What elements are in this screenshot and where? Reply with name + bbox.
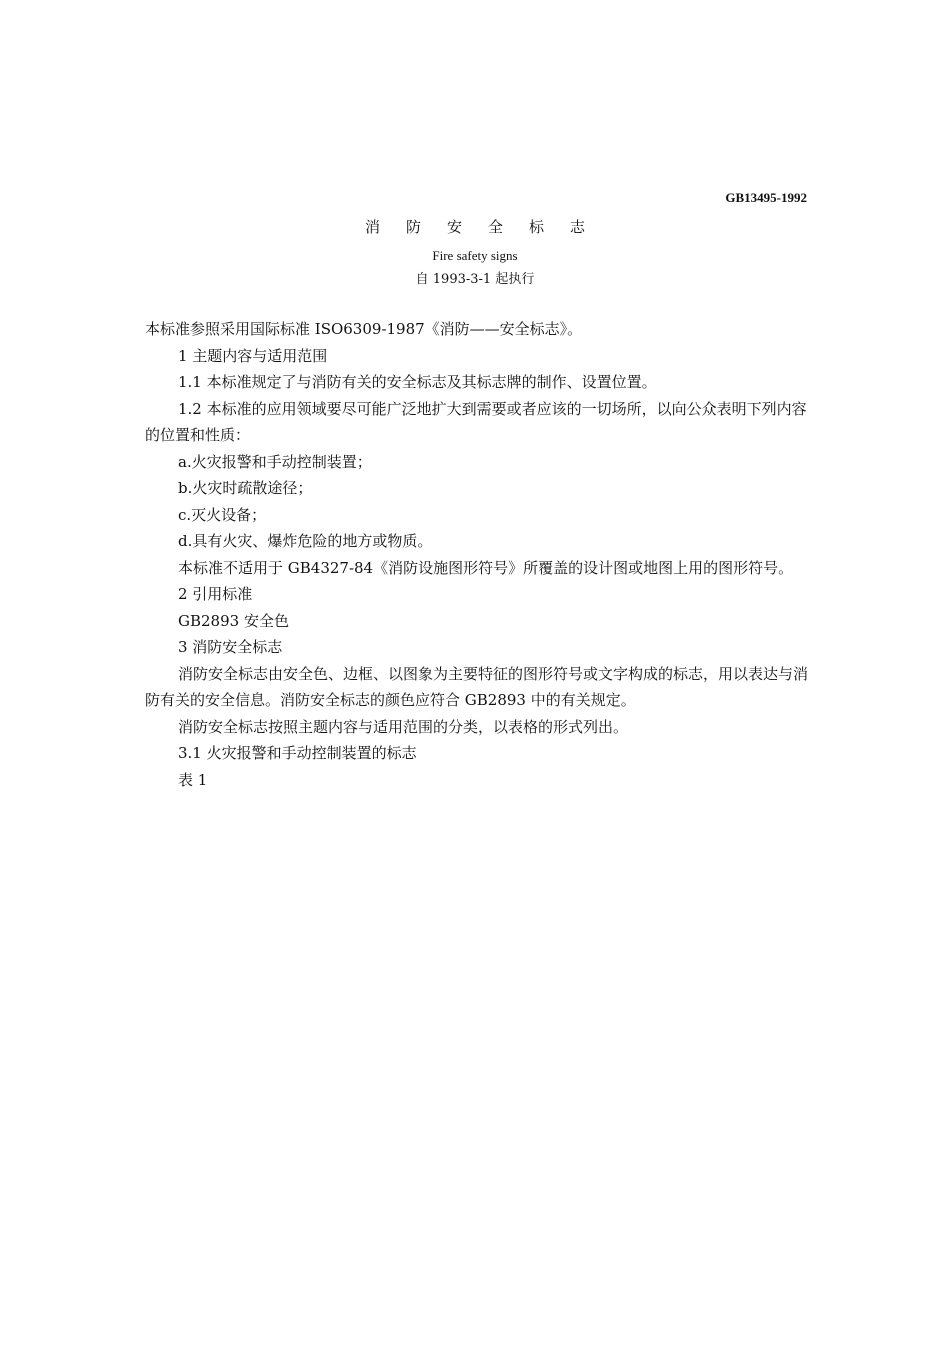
standard-number: GB13495-1992 — [725, 190, 807, 205]
paragraph: 1.1 本标准规定了与消防有关的安全标志及其标志牌的制作、设置位置。 — [178, 373, 657, 391]
list-item: b.火灾时疏散途径； — [178, 479, 313, 497]
paragraph: 本标准参照采用国际标准 ISO6309-1987《消防——安全标志》。 — [145, 320, 583, 338]
document-title: 消防安全标志 — [364, 218, 611, 236]
paragraph: 消防安全标志按照主题内容与适用范围的分类，以表格的形式列出。 — [178, 717, 629, 736]
list-item: a.火灾报警和手动控制装置； — [178, 452, 372, 471]
paragraph: 1.2 本标准的应用领域要尽可能广泛地扩大到需要或者应该的一切场所，以向公众表明下列内容的位置和性质： — [145, 399, 807, 444]
paragraph: 消防安全标志由安全色、边框、以图象为主要特征的图形符号或文字构成的标志，用以表达与消防有关的安全信息。消防安全标志的颜色应符合 GB2893 中的有关规定。 — [145, 664, 809, 709]
section-heading: 1 主题内容与适用范围 — [178, 346, 328, 365]
english-title: Fire safety signs — [432, 248, 518, 263]
section-heading: 3.1 火灾报警和手动控制装置的标志 — [178, 744, 417, 762]
paragraph: 本标准不适用于 GB4327-84《消防设施图形符号》所覆盖的设计图或地图上用的图形符号。 — [178, 558, 794, 577]
list-item: c.灭火设备； — [178, 505, 267, 524]
document-body — [145, 316, 809, 793]
table-caption: 表 1 — [178, 770, 208, 789]
section-heading: 3 消防安全标志 — [178, 638, 283, 656]
paragraph: GB2893 安全色 — [178, 611, 289, 630]
list-item: d.具有火灾、爆炸危险的地方或物质。 — [178, 532, 433, 550]
section-heading: 2 引用标准 — [178, 585, 253, 603]
effective-date: 自 1993-3-1 起执行 — [415, 272, 535, 287]
